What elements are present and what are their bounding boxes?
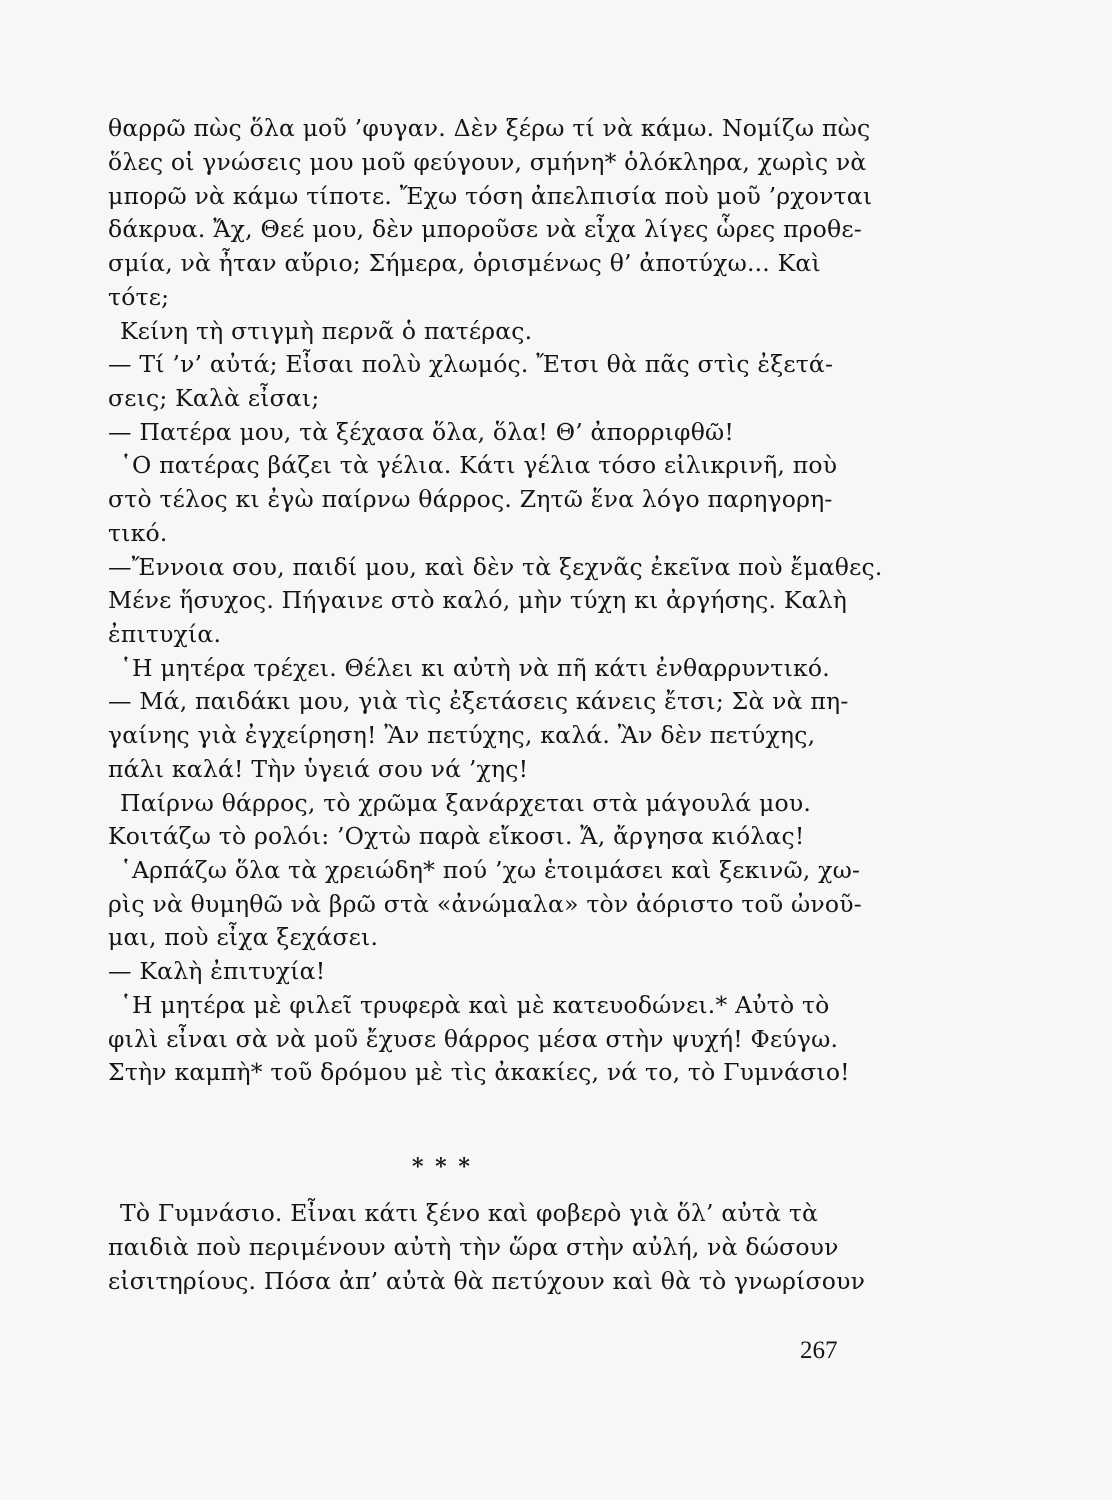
text-line: εἰσιτηρίους. Πόσα ἀπ’ αὐτὰ θὰ πετύχουν καὶ θὰ τὸ γνωρίσουν (108, 1267, 866, 1295)
text-line: Κείνη τὴ στιγμὴ περνᾶ ὁ πατέρας. (120, 317, 533, 345)
text-line: τικό. (108, 519, 168, 547)
text-line: στὸ τέλος κι ἐγὼ παίρνω θάρρος. Ζητῶ ἕνα λόγο παρηγορη- (108, 485, 833, 513)
text-line: Τὸ Γυμνάσιο. Εἶναι κάτι ξένο καὶ φοβερὸ γιὰ ὅλ’ αὐτὰ τὰ (120, 1199, 819, 1227)
section-break: * * * (412, 1154, 472, 1180)
text-line: θαρρῶ πὼς ὅλα μοῦ ’φυγαν. Δὲν ξέρω τί νὰ κάμω. Νομίζω πὼς (108, 114, 871, 142)
text-line: σεις; Καλὰ εἶσαι; (108, 384, 320, 412)
text-line: Κοιτάζω τὸ ρολόι: ’Οχτὼ παρὰ εἴκοσι. Ἄ, ἄργησα κιόλας! (108, 822, 805, 850)
text-line: ρὶς νὰ θυμηθῶ νὰ βρῶ στὰ «ἀνώμαλα» τὸν ἀόριστο τοῦ ὠνοῦ- (108, 890, 862, 918)
text-line: Μένε ἥσυχος. Πήγαινε στὸ καλό, μὴν τύχη κι ἀργήσης. Καλὴ (108, 586, 848, 614)
text-line: ῾Η μητέρα μὲ φιλεῖ τρυφερὰ καὶ μὲ κατευοδώνει.* Αὐτὸ τὸ (120, 991, 830, 1019)
text-line: — Πατέρα μου, τὰ ξέχασα ὅλα, ὅλα! Θ’ ἀπορριφθῶ! (108, 418, 735, 446)
text-line: δάκρυα. Ἄχ, Θεέ μου, δὲν μποροῦσε νὰ εἶχα λίγες ὧρες προθε- (108, 215, 862, 243)
text-line: —Ἔννοια σου, παιδί μου, καὶ δὲν τὰ ξεχνᾶς ἐκεῖνα ποὺ ἔμαθες. (108, 553, 883, 581)
text-line: ῾Αρπάζω ὅλα τὰ χρειώδη* πού ’χω ἑτοιμάσει καὶ ξεκινῶ, χω- (120, 856, 861, 884)
text-line: γαίνης γιὰ ἐγχείρηση! Ἂν πετύχης, καλά. Ἂν δὲν πετύχης, (108, 721, 816, 749)
text-line: ῾Ο πατέρας βάζει τὰ γέλια. Κάτι γέλια τόσο εἰλικρινῆ, ποὺ (120, 451, 838, 479)
text-line: — Καλὴ ἐπιτυχία! (108, 957, 326, 985)
text-line: τότε; (108, 283, 170, 311)
text-line: ῾Η μητέρα τρέχει. Θέλει κι αὐτὴ νὰ πῆ κάτι ἐνθαρρυντικό. (120, 654, 830, 682)
text-line: σμία, νὰ ἦταν αὔριο; Σήμερα, ὁρισμένως θ’ ἀποτύχω... Καὶ (108, 249, 821, 277)
text-line: Παίρνω θάρρος, τὸ χρῶμα ξανάρχεται στὰ μάγουλά μου. (120, 789, 812, 817)
text-line: Στὴν καμπὴ* τοῦ δρόμου μὲ τὶς ἀκακίες, νά το, τὸ Γυμνάσιο! (108, 1058, 850, 1086)
text-line: πάλι καλά! Τὴν ὑγειά σου νά ’χης! (108, 755, 529, 783)
text-line: ὅλες οἱ γνώσεις μου μοῦ φεύγουν, σμήνη* ὁλόκληρα, χωρὶς νὰ (108, 148, 867, 176)
text-line: μαι, ποὺ εἶχα ξεχάσει. (108, 923, 379, 951)
text-line: παιδιὰ ποὺ περιμένουν αὐτὴ τὴν ὥρα στὴν αὐλή, νὰ δώσουν (108, 1233, 839, 1261)
page-number: 267 (800, 1337, 838, 1364)
text-line: μπορῶ νὰ κάμω τίποτε. Ἔχω τόση ἀπελπισία ποὺ μοῦ ’ρχονται (108, 182, 873, 210)
text-line: — Μά, παιδάκι μου, γιὰ τὶς ἐξετάσεις κάνεις ἔτσι; Σὰ νὰ πη- (108, 687, 849, 715)
text-line: — Τί ’ν’ αὐτά; Εἶσαι πολὺ χλωμός. Ἔτσι θὰ πᾶς στὶς ἐξετά- (108, 350, 834, 378)
text-line: φιλὶ εἶναι σὰ νὰ μοῦ ἔχυσε θάρρος μέσα στὴν ψυχή! Φεύγω. (108, 1025, 839, 1053)
text-line: ἐπιτυχία. (108, 620, 222, 648)
